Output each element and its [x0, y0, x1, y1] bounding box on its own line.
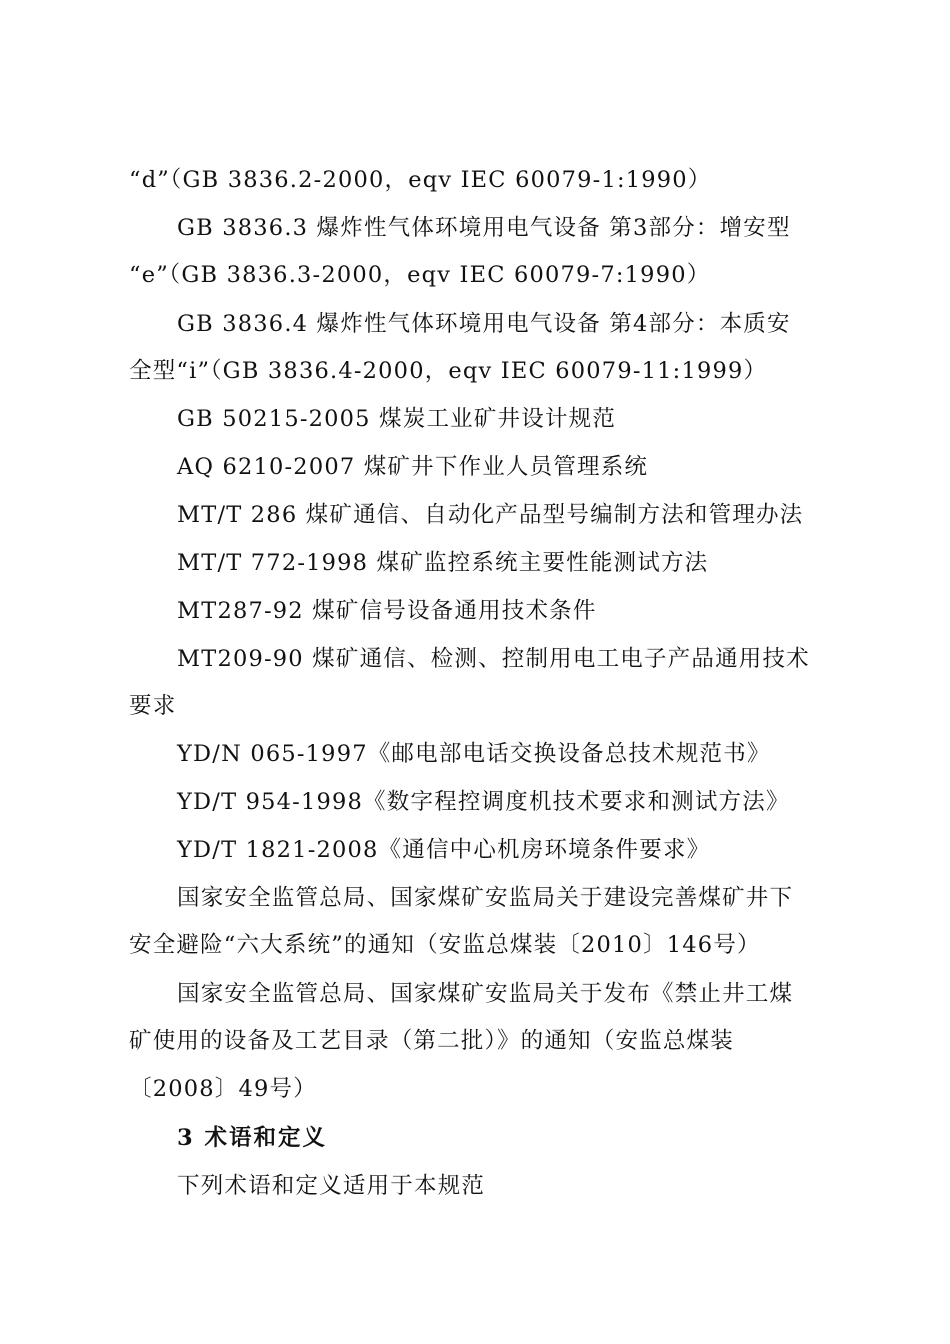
ref-notice-2008-continuation: 矿使用的设备及工艺目录（第二批）》的通知（安监总煤装: [129, 1028, 734, 1054]
ref-mt-t-772: MT/T 772-1998 煤矿监控系统主要性能测试方法: [177, 550, 709, 576]
ref-gb3836-3: GB 3836.3 爆炸性气体环境用电气设备 第3部分：增安型: [177, 215, 791, 241]
section-heading: 3 术语和定义: [177, 1125, 327, 1151]
ref-gb3836-3-continuation: “e”（GB 3836.3-2000，eqv IEC 60079-7:1990）: [129, 262, 711, 288]
ref-notice-2010-continuation: 安全避险“六大系统”的通知（安监总煤装〔2010〕146号）: [129, 932, 761, 958]
section-intro: 下列术语和定义适用于本规范: [177, 1173, 486, 1199]
ref-gb50215: GB 50215-2005 煤炭工业矿井设计规范: [177, 406, 617, 432]
ref-yd-n-065: YD/N 065-1997《邮电部电话交换设备总技术规范书》: [177, 741, 771, 767]
ref-mt-t-286: MT/T 286 煤矿通信、自动化产品型号编制方法和管理办法: [177, 502, 804, 528]
ref-gb3836-4-continuation: 全型“i”（GB 3836.4-2000，eqv IEC 60079-11:1999）: [129, 358, 768, 384]
ref-yd-t-954: YD/T 954-1998《数字程控调度机技术要求和测试方法》: [177, 789, 790, 815]
ref-mt209: MT209-90 煤矿通信、检测、控制用电工电子产品通用技术: [177, 646, 810, 672]
ref-mt287: MT287-92 煤矿信号设备通用技术条件: [177, 598, 597, 624]
ref-aq6210: AQ 6210-2007 煤矿井下作业人员管理系统: [177, 454, 649, 480]
ref-gb3836-2-continuation: “d”（GB 3836.2-2000，eqv IEC 60079-1:1990）: [129, 167, 712, 193]
ref-notice-2010: 国家安全监管总局、国家煤矿安监局关于建设完善煤矿井下: [177, 885, 794, 911]
ref-gb3836-4: GB 3836.4 爆炸性气体环境用电气设备 第4部分：本质安: [177, 311, 791, 337]
ref-notice-2008-end: 〔2008〕49号）: [129, 1076, 317, 1102]
ref-mt209-continuation: 要求: [129, 693, 177, 719]
ref-notice-2008: 国家安全监管总局、国家煤矿安监局关于发布《禁止井工煤: [177, 981, 794, 1007]
ref-yd-t-1821: YD/T 1821-2008《通信中心机房环境条件要求》: [177, 837, 711, 863]
